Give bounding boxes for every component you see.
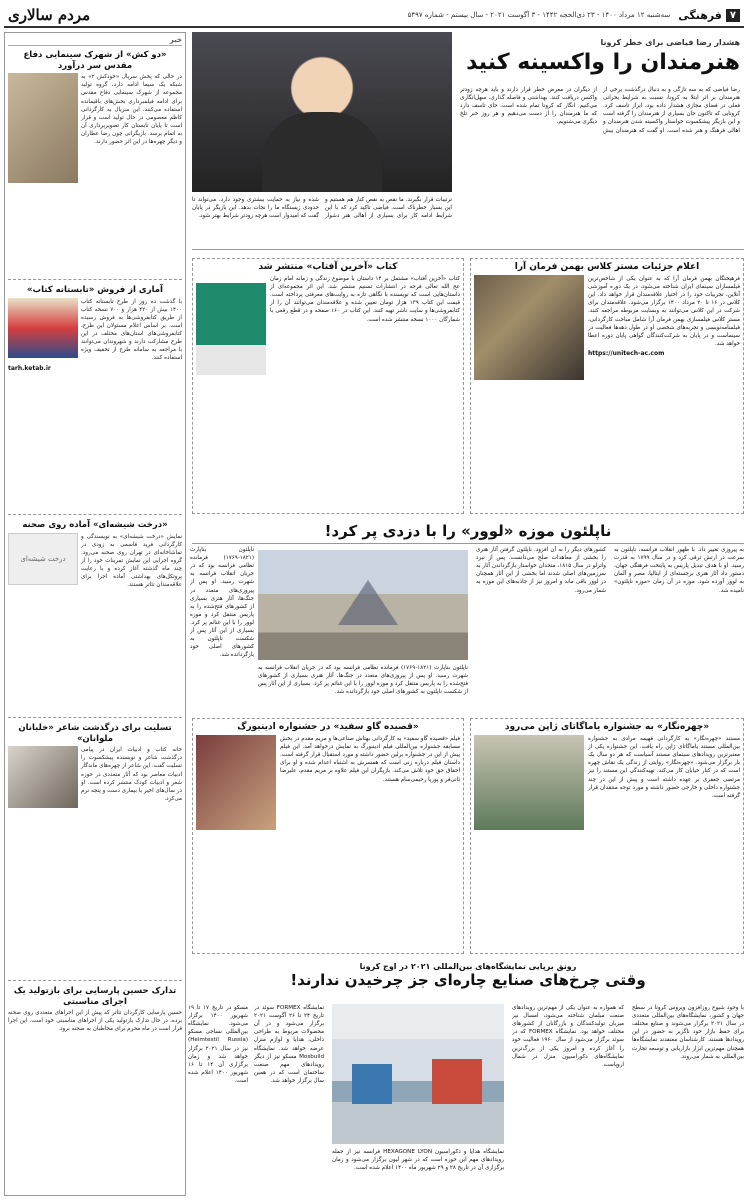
sidebar-headline: تسلیت برای درگذشت شاعر «خلبانان ملوانان» xyxy=(18,723,172,744)
story-text: فرهیختگان بهمن فرمان آرا که به عنوان یکی از شاخص‌ترین فیلمسازان سینمای ایران شناخته می‌شود، در یک دوره آموزشی آنلاین، تجربیات خود را در اختیار علاقه‌مندان قرار خواهد داد. این کلاس در ۱۶ تا ۲۰ مرداد ۱۴۰۰ برگزار می‌شود. علاقه‌مندان برای شرکت در این کلاس می‌توانند به وبسایت مربوطه مراجعه کنند. مستر کلاس فیلمسازی بهمن فرمان آرا شامل مباحث کارگردانی، فیلمنامه‌نویسی و تجربه‌های شخصی او در طول دهه‌ها فعالیت در سینماست و در پایان به شرکت‌کنندگان گواهی پایان دوره اعطا خواهد شد. xyxy=(588,276,740,347)
expo-text: با وجود شیوع روزافزون ویروس کرونا در سطح جهان و کشور، نمایشگاه‌های بین‌المللی متعددی در سال ۲۰۲۱ برگزار می‌شوند و صنایع مختلف برای حفظ بازار خود ناگزیر به حضور در این رویدادها هستند. کارشناسان معتقدند نمایشگاه‌ها همچنان مهم‌ترین ابزار بازاریابی و توسعه تجارت بین‌المللی به شمار می‌روند. xyxy=(632,1005,744,1060)
lead-story xyxy=(192,32,744,250)
date-line: سه‌شنبه ۱۲ مرداد ۱۴۰۰ - ۲۳ ذی‌الحجه ۱۴۴۲ - ۳ آگوست ۲۰۲۱ - سال بیستم - شماره ۵۴۹۷ xyxy=(407,11,671,19)
yamagata-story xyxy=(470,718,744,954)
sidebar-label: خبر xyxy=(8,36,182,46)
sidebar-headline: آماری از فروش «تابستانه کتاب» xyxy=(27,285,163,295)
actress-photo xyxy=(196,735,276,830)
lead-body: رضا فیاضی که به سه تازگی و به دنبال درگذشت برخی از هنرمندان بر اثر ابتلا به کرونا، نسبت به شرایط بحرانی فعلی در فضای مجازی هشدار داده بود، ابراز تاسف کرد. کرونایی که تاکنون جان بسیاری از هنرمندان را گرفته است و این بازیگر پیشکسوت خواستار واکسینه شدن هنرمندان و اهالی فرهنگ و هنر شده است. او گفت که هنرمندان بیش از دیگران در معرض خطر قرار دارند و باید هرچه زودتر واکسن دریافت کنند. بهداشتی و فاصله گذاری، سهل‌انگاری می‌کنیم. انگار که کرونا تمام شده است. جای تاسف دارد که ما هنرمندان را از دست می‌دهیم و هر روز خبر تلخ دیگری می‌شنویم. xyxy=(460,87,740,134)
story-headline: کتاب «آخرین آفتاب» منتشر شد xyxy=(258,262,398,272)
book-cover xyxy=(196,275,266,375)
louvre-text: کشورهای دیگر را به آن افزود. ناپلئون گرفتن آثار هنری را بخشی از معاهدات صلح می‌دانست. پس از نبرد واترلو در سال ۱۸۱۵، متحدان خواستار بازگرداندن آثار به سرزمین‌های اصلی شدند اما بخشی از این آثار همچنان در لوور باقی ماند و امروز نیز از جاذبه‌های این موزه به شمار می‌رود. xyxy=(476,547,606,594)
story-text: مستند «چهره‌نگار» به کارگردانی فهیمه مرادی به جشنواره بین‌المللی مستند یاماگاتای ژاپن راه یافت. این جشنواره یکی از معتبرترین رویدادهای سینمای مستند آسیاست که هر دو سال یک بار برگزار می‌شود. «چهره‌نگار» روایتی از زندگی یک نقاش چهره است که در کنار خیابان کار می‌کند. تهیه‌کنندگی این مستند را نیز مرتضی جعفری بر عهده داشته است و پیش از این در چند جشنواره داخلی و خارجی حضور داشته و مورد توجه منتقدان قرار گرفته است. xyxy=(588,736,740,799)
louvre-photo xyxy=(258,550,468,660)
book-festival-poster xyxy=(8,298,78,358)
story-url[interactable]: https://unitech-ac.com xyxy=(588,349,665,357)
exhibition-photo xyxy=(332,1004,504,1144)
expo-text: که همواره به عنوان یکی از مهم‌ترین رویدادهای صنعت مبلمان شناخته می‌شود، امسال نیز میزبان تولیدکنندگان و بازرگانان از کشورهای مختلف خواهد بود. نمایشگاه FORMEX که در سوئد برگزار می‌شود از سال ۱۹۶۰ فعالیت خود را آغاز کرده و امروز یکی از بزرگ‌ترین نمایشگاه‌های دکوراسیون منزل در شمال اروپاست. xyxy=(512,1005,624,1068)
page-number: ۷ xyxy=(726,9,740,22)
sidebar-item xyxy=(8,984,182,1037)
expo-kicker: رونق برپایی نمایشگاه‌های بین‌المللی ۲۰۲۱ در اوج کرونا xyxy=(359,962,577,971)
lead-kicker: هشدار رضا فیاضی برای خطر کرونا xyxy=(600,38,740,47)
news-sidebar xyxy=(4,32,186,1196)
book-story xyxy=(192,258,464,514)
louvre-headline: ناپلئون موزه «لوور» را با دزدی پر کرد! xyxy=(192,522,744,544)
sidebar-photo xyxy=(8,73,78,183)
director-photo xyxy=(474,275,584,380)
lead-headline: هنرمندان را واکسینه کنید xyxy=(466,50,740,75)
expo-text: نمایشگاه هدایا و دکوراسیون HEXAGONE LYON فرانسه نیز از جمله رویدادهای مهم این حوزه است که در شهر لیون برگزار می‌شود و زمان برگزاری آن در تاریخ ۲۸ و ۲۹ شهریور ماه ۱۴۰۰ اعلام شده است. xyxy=(332,1149,504,1172)
newspaper-logo: مردم سالاری xyxy=(8,6,91,24)
expo-text: مسکو در تاریخ ۱۷ تا ۱۹ شهریور ۱۴۰۰ برگزار می‌شود. نمایشگاه بین‌المللی نساجی مسکو (Heimtextil Russia) نیز در سال ۲۰۲۱ برگزار خواهد شد و زمان برگزاری آن ۱۴ تا ۱۶ شهریور ۱۴۰۰ اعلام شده است. xyxy=(188,1005,248,1084)
sidebar-text: در حالی که پخش سریال «خودکش ۲» به شبکه یک سیما ادامه دارد، گروه تولید مجموعه از شهرک سینمایی دفاع مقدس برای ادامه فیلمبرداری بخش‌های باقیمانده استفاده می‌کنند. این سریال به کارگردانی کاظم معصومی در حال تولید است و قرار است تا پایان تابستان کار تصویربرداری آن به اتمام برسد. بازیگرانی چون رضا عطاران و دیگر چهره‌ها در این اثر حضور دارند. xyxy=(81,74,182,146)
expo-text: نمایشگاه FORMEX سوئد در تاریخ ۲۴ تا ۲۶ آگوست ۲۰۲۱ برگزار می‌شود و در آن محصولات مربوط به طراحی داخلی، هدایا و لوازم منزل عرضه خواهد شد. نمایشگاه Mosbuild مسکو نیز از دیگر رویدادهای مهم صنعت ساختمان است که در همین سال برگزار خواهد شد. xyxy=(254,1005,324,1084)
louvre-text: ناپلئون بناپارت (۱۸۲۱-۱۷۶۹) فرمانده نظامی فرانسه بود که در جریان انقلاب فرانسه به شهرت رسید. او پس از پیروزی‌های متعدد در جنگ‌ها، آثار هنری بسیاری از کشورهای فتح‌شده را به پاریس منتقل کرد و موزه لوور را با این غنائم پر کرد. بسیاری از این آثار پس از شکست ناپلئون به کشورهای اصلی خود بازگردانده شد. xyxy=(258,665,468,696)
expo-headline-block xyxy=(192,962,744,989)
sidebar-text: خانه کتاب و ادبیات ایران در پیامی درگذشت شاعر و نویسنده پیشکسوت را تسلیت گفت. این شاعر از چهره‌های ماندگار ادبیات معاصر بود که آثار متعددی در حوزه شعر و ادبیات کودک منتشر کرده است. او در سال‌های اخیر با بیماری دست و پنجه نرم می‌کرد. xyxy=(81,747,182,802)
main-content xyxy=(188,32,744,1196)
sidebar-text: با گذشت ده روز از طرح تابستانه کتاب ۱۴۰۰ بیش از ۴۲۰ هزار و ۷۰۰ نسخه کتاب از طریق کتابفروشی‌ها به فروش رسیده است. بر اساس اعلام مسئولان این طرح، کتابفروشی‌های استان‌های مختلف در این طرح مشارکت دارند و شهروندان می‌توانند با مراجعه به سامانه طرح از تخفیف ویژه استفاده کنند. xyxy=(81,298,182,362)
sidebar-url[interactable]: tarh.ketab.ir xyxy=(8,364,51,372)
lead-photo xyxy=(192,32,452,192)
sidebar-item xyxy=(8,48,182,280)
story-headline: «قصیده گاو سفید» در جشنواره ادینبورگ xyxy=(237,722,419,732)
sidebar-item xyxy=(8,721,182,981)
louvre-story xyxy=(192,546,744,712)
story-text: کتاب «آخرین آفتاب» مشتمل بر ۱۴ داستان با موضوع زندگی و زمانه امام زمان عج الله تعالی فرجه در انتشارات تسنیم منتشر شد. این اثر مجموعه‌ای از داستان‌هایی است که نویسنده با نگاهی تازه به روایت‌های معرفتی پرداخته است. قیمت این کتاب ۱۳۹ هزار تومان تعیین شده و علاقه‌مندان می‌توانند آن را از کتابفروشی‌ها و سایت ناشر تهیه کنند. این کتاب در ۱۶۰ صفحه و در قطع رقعی با شمارگان ۱۰۰۰ نسخه منتشر شده است. xyxy=(270,276,460,323)
poet-photo xyxy=(8,746,78,808)
louvre-text: ناپلئون بناپارت (۱۸۲۱-۱۷۶۹) فرمانده نظامی فرانسه بود که در جریان انقلاب فرانسه به شهرت رسید. او پس از پیروزی‌های متعدد در جنگ‌ها، آثار هنری بسیاری از کشورهای فتح‌شده را به پاریس منتقل کرد و موزه لوور را با این غنائم پر کرد. بسیاری از این آثار پس از شکست ناپلئون به کشورهای اصلی خود بازگردانده شد. xyxy=(190,547,254,659)
sidebar-text: حسین پارسایی کارگردان تئاتر که پیش از این اجراهای متعددی روی صحنه برده، در حال تدارک بازتولید یکی از اجراهای مناسبتی خود است. این اجرا قرار است در ماه محرم برای مخاطبان به صحنه برود. xyxy=(8,1010,182,1033)
expo-headline: وقتی چرخ‌های صنایع چاره‌ای جز چرخیدن ندارند! xyxy=(290,971,646,989)
sidebar-text: نمایش «درخت شیشه‌ای» به نویسندگی و کارگردانی فرید قاسمی به زودی در تماشاخانه‌ای در تهران روی صحنه می‌رود. گروه اجرایی این نمایش تمرینات خود را از چند ماه گذشته آغاز کرده و با رعایت پروتکل‌های بهداشتی آماده اجرا برای علاقه‌مندان تئاتر هستند. xyxy=(81,533,182,589)
sidebar-headline: «دو کش» از شهرک سینمایی دفاع مقدس سر درآورد xyxy=(23,50,167,71)
sidebar-headline: تدارک حسین پارسایی برای بازتولید یک اجرای مناسبتی xyxy=(13,986,177,1007)
sidebar-item xyxy=(8,283,182,515)
masterclass-story xyxy=(470,258,744,514)
masthead-bar xyxy=(4,4,744,28)
lead-body-continued: ترتیبات قرار بگیرند. ما نقص به نقص کنار هم هستیم و این بسیار خطرناک است. فیاضی تاکید کرد که با این شرایط ادامه کار برای بسیاری از اهالی هنر دشوار شده و نیاز به حمایت بیشتری وجود دارد. می‌تواند تا حدودی زیستگاه ما را نجات بدهد. این بازیگر در پایان گفت که امیدوار است هرچه زودتر شرایط بهتر شود. xyxy=(192,197,452,220)
section-tag xyxy=(678,9,740,22)
edinburgh-story xyxy=(192,718,464,954)
story-headline: اعلام جزئیات مستر کلاس بهمن فرمان آرا xyxy=(514,262,700,272)
documentary-photo xyxy=(474,735,584,830)
story-headline: «چهره‌نگار» به جشنواره یاماگاتای ژاپن می‌رود xyxy=(504,722,710,732)
sidebar-headline: «درخت شیشه‌ای» آماده روی صحنه xyxy=(22,520,168,530)
play-logo: درخت شیشه‌ای xyxy=(8,533,78,585)
section-name: فرهنگی xyxy=(678,8,722,22)
louvre-text: به پیروزی تغییر داد. با ظهور انقلاب فرانسه، ناپلئون به سرعت در ارتش ترقی کرد و در سال ۱۷۹۹ به قدرت رسید. او با هدف تبدیل پاریس به پایتخت فرهنگی جهان، دستور داد آثار هنری برجسته‌ای از ایتالیا، مصر و آلمان به لوور آورده شود. موزه در آن زمان «موزه ناپلئون» نامیده شد. xyxy=(614,547,744,594)
sidebar-item xyxy=(8,518,182,718)
story-text: فیلم «قصیده گاو سفید» به کارگردانی بهتاش صناعی‌ها و مریم مقدم در بخش مسابقه جشنواره بین‌المللی فیلم ادینبورگ به نمایش درخواهد آمد. این فیلم پیش از این در جشنواره برلین حضور داشته و مورد استقبال قرار گرفته است. داستان فیلم درباره زنی است که همسرش به اشتباه اعدام شده و او برای احقاق حق خود تلاش می‌کند. بازیگران این فیلم علاوه بر مریم مقدم، علیرضا ثانی‌فر و پوریا رحیمی‌سام هستند. xyxy=(280,736,460,783)
